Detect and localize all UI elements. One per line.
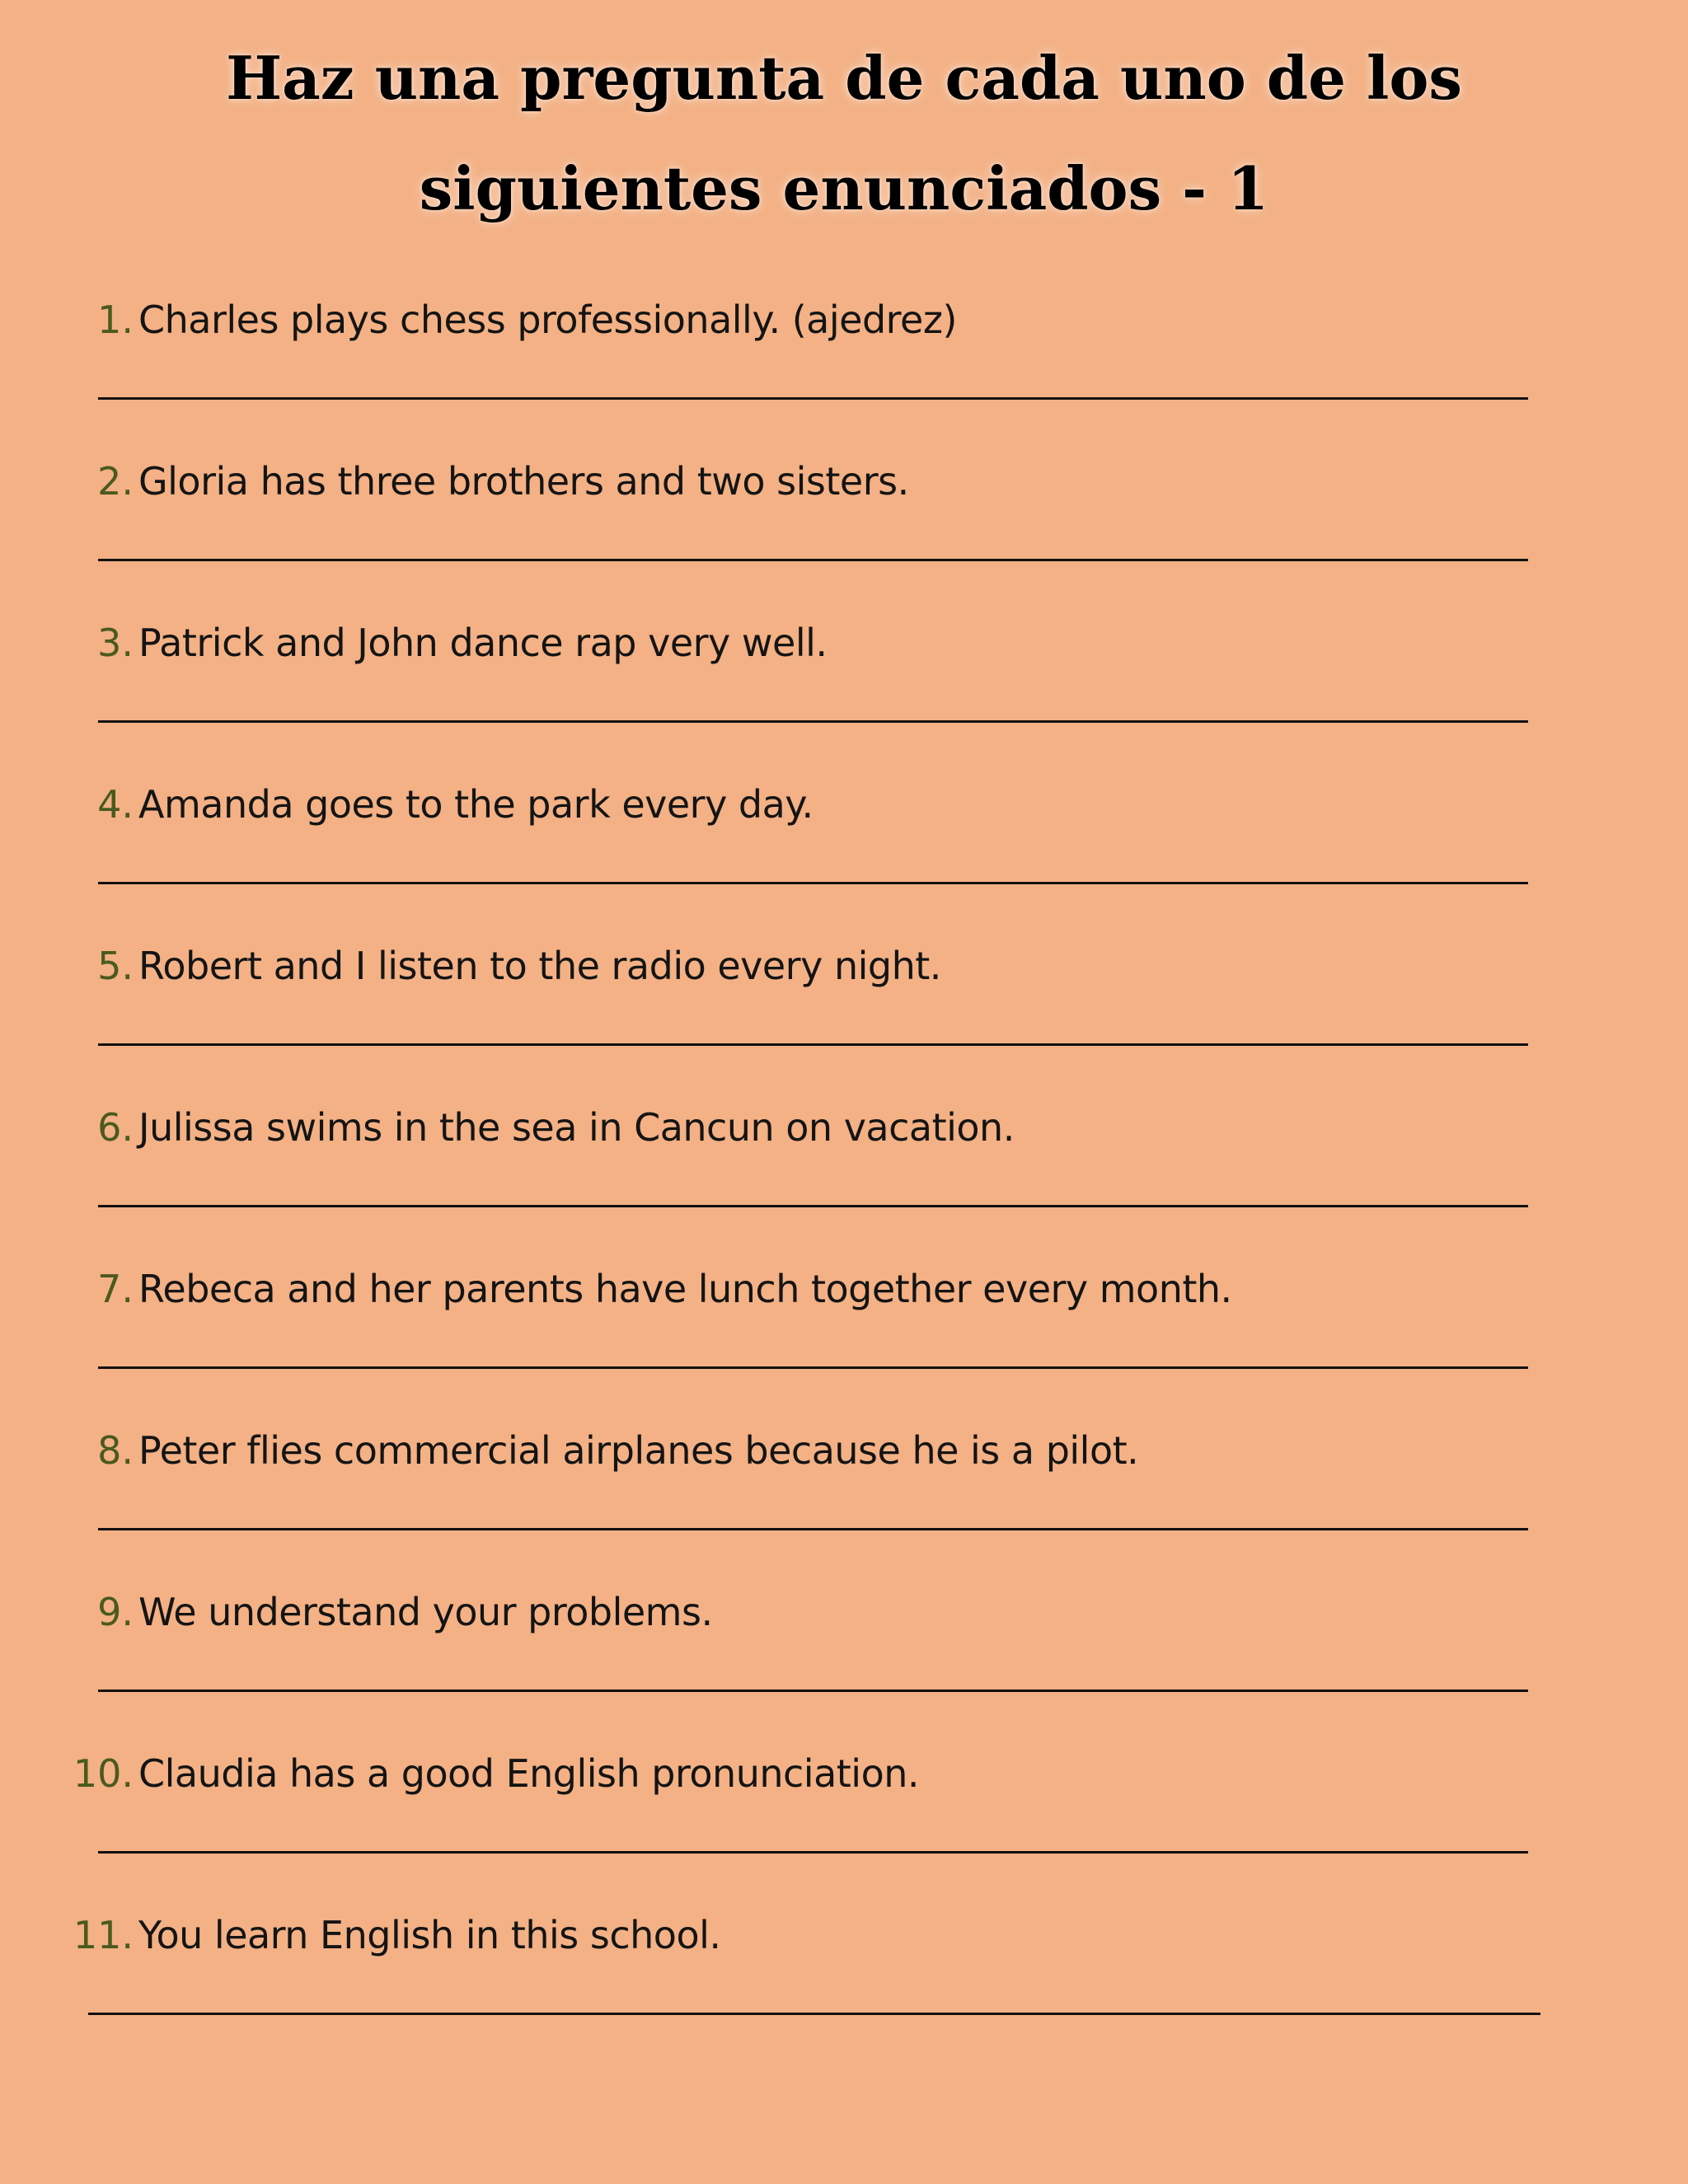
answer-line[interactable] [98,397,1528,400]
item-number: 10. [73,1751,134,1796]
exercise-item-4 [0,781,1688,943]
answer-line[interactable] [88,2013,1540,2015]
answer-line[interactable] [98,1205,1528,1207]
item-sentence: Julissa swims in the sea in Cancun on vacation. [138,1105,1015,1150]
exercise-item-2 [0,458,1688,620]
exercise-item-6 [0,1104,1688,1266]
item-sentence: Robert and I listen to the radio every night. [138,944,941,988]
item-number: 9. [97,1590,134,1634]
answer-line[interactable] [98,1851,1528,1854]
answer-line[interactable] [98,1366,1528,1369]
exercise-item-11 [0,1912,1688,2074]
item-sentence: Patrick and John dance rap very well. [138,621,828,665]
item-sentence: We understand your problems. [138,1590,713,1634]
item-number: 3. [97,621,134,665]
exercise-item-10 [0,1750,1688,1912]
item-sentence: Peter flies commercial airplanes because he is a pilot. [138,1428,1139,1473]
item-number: 1. [97,298,134,342]
item-sentence: Charles plays chess professionally. (ajedrez) [138,298,957,342]
item-number: 4. [97,782,134,827]
item-number: 11. [73,1913,134,1957]
answer-line[interactable] [98,1043,1528,1046]
answer-line[interactable] [98,720,1528,723]
answer-line[interactable] [98,559,1528,561]
exercise-item-7 [0,1266,1688,1427]
item-number: 5. [97,944,134,988]
exercise-item-5 [0,943,1688,1104]
exercise-item-8 [0,1427,1688,1589]
item-number: 6. [97,1105,134,1150]
answer-line[interactable] [98,882,1528,884]
item-sentence: Claudia has a good English pronunciation. [138,1751,920,1796]
item-number: 2. [97,459,134,504]
answer-line[interactable] [98,1528,1528,1530]
exercise-item-9 [0,1589,1688,1750]
exercise-item-1 [0,297,1688,458]
item-number: 7. [97,1267,134,1311]
item-sentence: Amanda goes to the park every day. [138,782,814,827]
exercise-item-3 [0,620,1688,781]
page-title-line-2: siguientes enunciados - 1 [419,153,1269,223]
item-sentence: Gloria has three brothers and two sisters. [138,459,909,504]
item-number: 8. [97,1428,134,1473]
item-sentence: Rebeca and her parents have lunch together every month. [138,1267,1232,1311]
answer-line[interactable] [98,1690,1528,1692]
page-title-line-1: Haz una pregunta de cada uno de los [226,43,1462,113]
item-sentence: You learn English in this school. [138,1913,721,1957]
